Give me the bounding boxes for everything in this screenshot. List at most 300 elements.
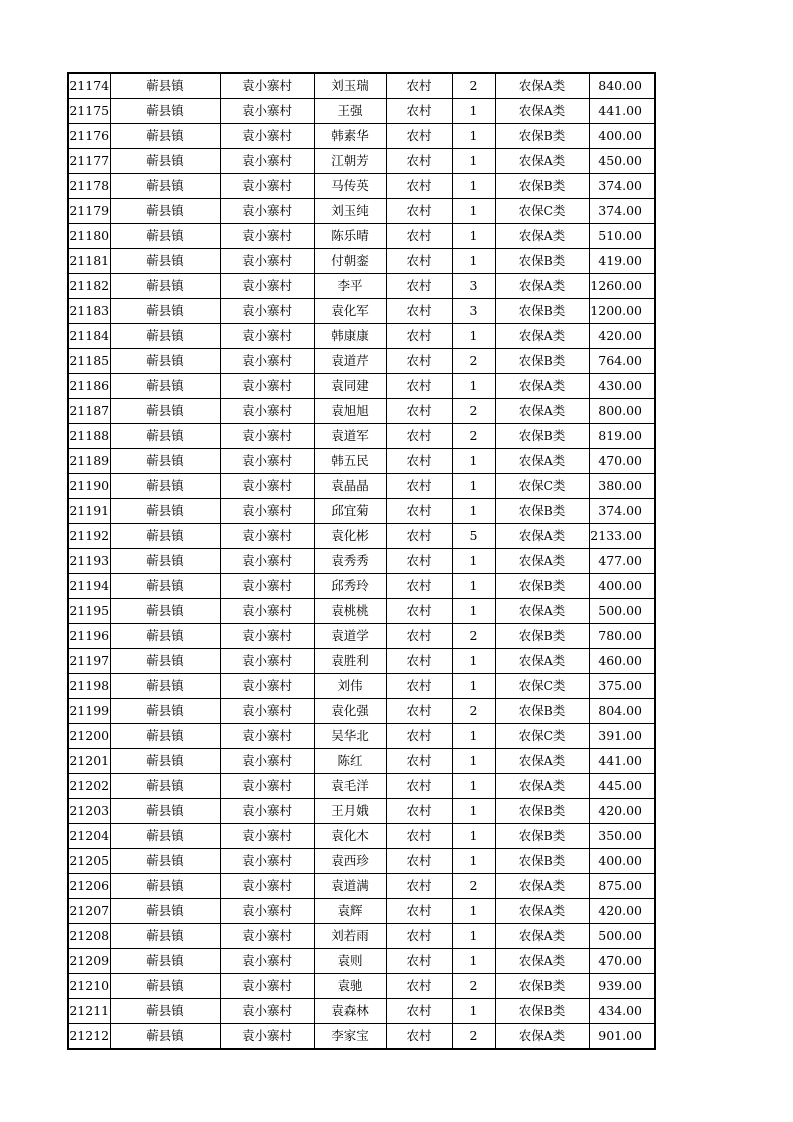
cell-village: 袁小寨村 bbox=[220, 924, 314, 949]
cell-residence-type: 农村 bbox=[386, 774, 452, 799]
cell-village: 袁小寨村 bbox=[220, 574, 314, 599]
cell-village: 袁小寨村 bbox=[220, 499, 314, 524]
cell-town: 蕲县镇 bbox=[110, 374, 220, 399]
cell-residence-type: 农村 bbox=[386, 799, 452, 824]
table-row bbox=[68, 449, 655, 474]
cell-residence-type: 农村 bbox=[386, 349, 452, 374]
cell-household-count: 1 bbox=[452, 124, 495, 149]
cell-household-count: 1 bbox=[452, 549, 495, 574]
cell-person-name: 袁西珍 bbox=[314, 849, 386, 874]
cell-insurance-category: 农保C类 bbox=[495, 724, 589, 749]
cell-village: 袁小寨村 bbox=[220, 449, 314, 474]
cell-amount: 441.00 bbox=[589, 99, 655, 124]
table-row bbox=[68, 374, 655, 399]
cell-household-count: 2 bbox=[452, 1024, 495, 1050]
cell-household-count: 1 bbox=[452, 849, 495, 874]
table-row bbox=[68, 73, 655, 99]
cell-insurance-category: 农保A类 bbox=[495, 399, 589, 424]
table-row bbox=[68, 324, 655, 349]
cell-village: 袁小寨村 bbox=[220, 524, 314, 549]
cell-residence-type: 农村 bbox=[386, 299, 452, 324]
cell-row-number: 21185 bbox=[68, 349, 110, 374]
table-row bbox=[68, 274, 655, 299]
table-row bbox=[68, 524, 655, 549]
cell-insurance-category: 农保A类 bbox=[495, 224, 589, 249]
cell-town: 蕲县镇 bbox=[110, 824, 220, 849]
cell-residence-type: 农村 bbox=[386, 399, 452, 424]
table-row bbox=[68, 749, 655, 774]
cell-household-count: 2 bbox=[452, 399, 495, 424]
cell-row-number: 21200 bbox=[68, 724, 110, 749]
cell-town: 蕲县镇 bbox=[110, 1024, 220, 1050]
cell-row-number: 21177 bbox=[68, 149, 110, 174]
cell-row-number: 21184 bbox=[68, 324, 110, 349]
cell-household-count: 1 bbox=[452, 899, 495, 924]
table-row bbox=[68, 549, 655, 574]
table-row bbox=[68, 299, 655, 324]
table-row bbox=[68, 174, 655, 199]
cell-person-name: 袁化强 bbox=[314, 699, 386, 724]
cell-person-name: 邱秀玲 bbox=[314, 574, 386, 599]
cell-village: 袁小寨村 bbox=[220, 699, 314, 724]
cell-household-count: 2 bbox=[452, 699, 495, 724]
table-row bbox=[68, 249, 655, 274]
cell-household-count: 5 bbox=[452, 524, 495, 549]
cell-row-number: 21194 bbox=[68, 574, 110, 599]
cell-amount: 840.00 bbox=[589, 73, 655, 99]
cell-residence-type: 农村 bbox=[386, 1024, 452, 1050]
cell-household-count: 1 bbox=[452, 749, 495, 774]
table-row bbox=[68, 674, 655, 699]
cell-person-name: 陈红 bbox=[314, 749, 386, 774]
cell-person-name: 袁道满 bbox=[314, 874, 386, 899]
cell-village: 袁小寨村 bbox=[220, 474, 314, 499]
table-row bbox=[68, 899, 655, 924]
cell-row-number: 21179 bbox=[68, 199, 110, 224]
table-row bbox=[68, 699, 655, 724]
cell-insurance-category: 农保A类 bbox=[495, 774, 589, 799]
cell-town: 蕲县镇 bbox=[110, 449, 220, 474]
cell-residence-type: 农村 bbox=[386, 624, 452, 649]
cell-residence-type: 农村 bbox=[386, 574, 452, 599]
cell-insurance-category: 农保B类 bbox=[495, 174, 589, 199]
cell-person-name: 王强 bbox=[314, 99, 386, 124]
cell-row-number: 21182 bbox=[68, 274, 110, 299]
cell-residence-type: 农村 bbox=[386, 999, 452, 1024]
cell-village: 袁小寨村 bbox=[220, 374, 314, 399]
cell-residence-type: 农村 bbox=[386, 824, 452, 849]
cell-village: 袁小寨村 bbox=[220, 299, 314, 324]
cell-village: 袁小寨村 bbox=[220, 624, 314, 649]
cell-residence-type: 农村 bbox=[386, 849, 452, 874]
cell-town: 蕲县镇 bbox=[110, 849, 220, 874]
cell-insurance-category: 农保A类 bbox=[495, 274, 589, 299]
table-row bbox=[68, 574, 655, 599]
cell-residence-type: 农村 bbox=[386, 549, 452, 574]
cell-town: 蕲县镇 bbox=[110, 424, 220, 449]
cell-insurance-category: 农保B类 bbox=[495, 574, 589, 599]
cell-household-count: 1 bbox=[452, 924, 495, 949]
table-row bbox=[68, 724, 655, 749]
cell-residence-type: 农村 bbox=[386, 899, 452, 924]
cell-residence-type: 农村 bbox=[386, 974, 452, 999]
cell-person-name: 袁旭旭 bbox=[314, 399, 386, 424]
cell-amount: 901.00 bbox=[589, 1024, 655, 1050]
table-row bbox=[68, 799, 655, 824]
cell-row-number: 21210 bbox=[68, 974, 110, 999]
cell-household-count: 2 bbox=[452, 73, 495, 99]
cell-village: 袁小寨村 bbox=[220, 349, 314, 374]
cell-town: 蕲县镇 bbox=[110, 899, 220, 924]
cell-residence-type: 农村 bbox=[386, 749, 452, 774]
cell-household-count: 1 bbox=[452, 574, 495, 599]
cell-village: 袁小寨村 bbox=[220, 249, 314, 274]
cell-household-count: 1 bbox=[452, 824, 495, 849]
cell-residence-type: 农村 bbox=[386, 274, 452, 299]
cell-amount: 460.00 bbox=[589, 649, 655, 674]
cell-person-name: 江朝芳 bbox=[314, 149, 386, 174]
cell-household-count: 1 bbox=[452, 499, 495, 524]
table-row bbox=[68, 974, 655, 999]
cell-household-count: 1 bbox=[452, 249, 495, 274]
cell-town: 蕲县镇 bbox=[110, 149, 220, 174]
cell-town: 蕲县镇 bbox=[110, 949, 220, 974]
cell-town: 蕲县镇 bbox=[110, 124, 220, 149]
cell-town: 蕲县镇 bbox=[110, 974, 220, 999]
cell-person-name: 袁秀秀 bbox=[314, 549, 386, 574]
cell-town: 蕲县镇 bbox=[110, 73, 220, 99]
cell-residence-type: 农村 bbox=[386, 724, 452, 749]
cell-row-number: 21212 bbox=[68, 1024, 110, 1050]
cell-household-count: 1 bbox=[452, 674, 495, 699]
cell-insurance-category: 农保B类 bbox=[495, 349, 589, 374]
cell-amount: 400.00 bbox=[589, 849, 655, 874]
cell-residence-type: 农村 bbox=[386, 324, 452, 349]
cell-amount: 374.00 bbox=[589, 199, 655, 224]
cell-household-count: 1 bbox=[452, 449, 495, 474]
cell-amount: 420.00 bbox=[589, 799, 655, 824]
table-row bbox=[68, 624, 655, 649]
cell-person-name: 袁同建 bbox=[314, 374, 386, 399]
table-row bbox=[68, 149, 655, 174]
cell-town: 蕲县镇 bbox=[110, 524, 220, 549]
cell-person-name: 邱宜菊 bbox=[314, 499, 386, 524]
cell-residence-type: 农村 bbox=[386, 924, 452, 949]
cell-town: 蕲县镇 bbox=[110, 474, 220, 499]
cell-village: 袁小寨村 bbox=[220, 724, 314, 749]
cell-amount: 419.00 bbox=[589, 249, 655, 274]
cell-residence-type: 农村 bbox=[386, 474, 452, 499]
cell-amount: 420.00 bbox=[589, 324, 655, 349]
cell-town: 蕲县镇 bbox=[110, 999, 220, 1024]
cell-row-number: 21199 bbox=[68, 699, 110, 724]
cell-amount: 510.00 bbox=[589, 224, 655, 249]
cell-residence-type: 农村 bbox=[386, 124, 452, 149]
cell-row-number: 21201 bbox=[68, 749, 110, 774]
cell-village: 袁小寨村 bbox=[220, 124, 314, 149]
cell-residence-type: 农村 bbox=[386, 874, 452, 899]
cell-person-name: 付朝銮 bbox=[314, 249, 386, 274]
cell-insurance-category: 农保A类 bbox=[495, 1024, 589, 1050]
cell-town: 蕲县镇 bbox=[110, 799, 220, 824]
table-row bbox=[68, 349, 655, 374]
cell-household-count: 1 bbox=[452, 599, 495, 624]
table-row bbox=[68, 824, 655, 849]
cell-residence-type: 农村 bbox=[386, 149, 452, 174]
cell-residence-type: 农村 bbox=[386, 949, 452, 974]
cell-amount: 400.00 bbox=[589, 574, 655, 599]
cell-village: 袁小寨村 bbox=[220, 174, 314, 199]
cell-insurance-category: 农保B类 bbox=[495, 849, 589, 874]
cell-row-number: 21208 bbox=[68, 924, 110, 949]
cell-row-number: 21192 bbox=[68, 524, 110, 549]
cell-town: 蕲县镇 bbox=[110, 174, 220, 199]
cell-residence-type: 农村 bbox=[386, 599, 452, 624]
cell-amount: 375.00 bbox=[589, 674, 655, 699]
table-row bbox=[68, 874, 655, 899]
cell-row-number: 21176 bbox=[68, 124, 110, 149]
cell-village: 袁小寨村 bbox=[220, 399, 314, 424]
cell-village: 袁小寨村 bbox=[220, 199, 314, 224]
cell-row-number: 21207 bbox=[68, 899, 110, 924]
cell-insurance-category: 农保B类 bbox=[495, 499, 589, 524]
cell-amount: 391.00 bbox=[589, 724, 655, 749]
cell-person-name: 袁晶晶 bbox=[314, 474, 386, 499]
cell-village: 袁小寨村 bbox=[220, 274, 314, 299]
cell-household-count: 3 bbox=[452, 274, 495, 299]
cell-village: 袁小寨村 bbox=[220, 849, 314, 874]
cell-town: 蕲县镇 bbox=[110, 724, 220, 749]
cell-amount: 1260.00 bbox=[589, 274, 655, 299]
cell-person-name: 刘伟 bbox=[314, 674, 386, 699]
cell-insurance-category: 农保B类 bbox=[495, 999, 589, 1024]
cell-insurance-category: 农保B类 bbox=[495, 824, 589, 849]
cell-person-name: 李家宝 bbox=[314, 1024, 386, 1050]
table-row bbox=[68, 124, 655, 149]
cell-town: 蕲县镇 bbox=[110, 574, 220, 599]
cell-town: 蕲县镇 bbox=[110, 249, 220, 274]
cell-amount: 764.00 bbox=[589, 349, 655, 374]
cell-insurance-category: 农保A类 bbox=[495, 449, 589, 474]
cell-village: 袁小寨村 bbox=[220, 99, 314, 124]
cell-insurance-category: 农保B类 bbox=[495, 124, 589, 149]
cell-household-count: 1 bbox=[452, 649, 495, 674]
cell-row-number: 21175 bbox=[68, 99, 110, 124]
table-row bbox=[68, 199, 655, 224]
cell-person-name: 袁胜利 bbox=[314, 649, 386, 674]
cell-village: 袁小寨村 bbox=[220, 799, 314, 824]
cell-household-count: 1 bbox=[452, 774, 495, 799]
cell-person-name: 刘玉瑞 bbox=[314, 73, 386, 99]
table-row bbox=[68, 224, 655, 249]
cell-insurance-category: 农保A类 bbox=[495, 649, 589, 674]
cell-household-count: 1 bbox=[452, 199, 495, 224]
cell-insurance-category: 农保A类 bbox=[495, 324, 589, 349]
cell-insurance-category: 农保A类 bbox=[495, 524, 589, 549]
cell-insurance-category: 农保A类 bbox=[495, 749, 589, 774]
cell-row-number: 21209 bbox=[68, 949, 110, 974]
cell-amount: 441.00 bbox=[589, 749, 655, 774]
cell-amount: 2133.00 bbox=[589, 524, 655, 549]
cell-person-name: 吴华北 bbox=[314, 724, 386, 749]
cell-row-number: 21190 bbox=[68, 474, 110, 499]
table-row bbox=[68, 849, 655, 874]
cell-insurance-category: 农保A类 bbox=[495, 949, 589, 974]
cell-row-number: 21180 bbox=[68, 224, 110, 249]
cell-town: 蕲县镇 bbox=[110, 774, 220, 799]
cell-village: 袁小寨村 bbox=[220, 674, 314, 699]
roster-table bbox=[67, 72, 656, 1050]
cell-amount: 470.00 bbox=[589, 949, 655, 974]
cell-row-number: 21204 bbox=[68, 824, 110, 849]
cell-town: 蕲县镇 bbox=[110, 699, 220, 724]
cell-person-name: 袁桃桃 bbox=[314, 599, 386, 624]
cell-household-count: 2 bbox=[452, 874, 495, 899]
cell-insurance-category: 农保B类 bbox=[495, 974, 589, 999]
cell-person-name: 陈乐晴 bbox=[314, 224, 386, 249]
cell-insurance-category: 农保C类 bbox=[495, 199, 589, 224]
cell-row-number: 21211 bbox=[68, 999, 110, 1024]
cell-person-name: 袁则 bbox=[314, 949, 386, 974]
cell-village: 袁小寨村 bbox=[220, 974, 314, 999]
cell-residence-type: 农村 bbox=[386, 524, 452, 549]
cell-amount: 434.00 bbox=[589, 999, 655, 1024]
cell-residence-type: 农村 bbox=[386, 174, 452, 199]
table-row bbox=[68, 774, 655, 799]
cell-amount: 374.00 bbox=[589, 174, 655, 199]
cell-household-count: 1 bbox=[452, 149, 495, 174]
cell-town: 蕲县镇 bbox=[110, 199, 220, 224]
cell-amount: 350.00 bbox=[589, 824, 655, 849]
table-row bbox=[68, 474, 655, 499]
cell-residence-type: 农村 bbox=[386, 674, 452, 699]
cell-amount: 804.00 bbox=[589, 699, 655, 724]
cell-amount: 374.00 bbox=[589, 499, 655, 524]
cell-household-count: 2 bbox=[452, 424, 495, 449]
cell-town: 蕲县镇 bbox=[110, 924, 220, 949]
cell-person-name: 韩素华 bbox=[314, 124, 386, 149]
cell-amount: 470.00 bbox=[589, 449, 655, 474]
cell-household-count: 1 bbox=[452, 324, 495, 349]
cell-amount: 800.00 bbox=[589, 399, 655, 424]
cell-person-name: 袁道军 bbox=[314, 424, 386, 449]
cell-person-name: 韩五民 bbox=[314, 449, 386, 474]
cell-row-number: 21187 bbox=[68, 399, 110, 424]
cell-row-number: 21198 bbox=[68, 674, 110, 699]
cell-insurance-category: 农保A类 bbox=[495, 99, 589, 124]
cell-village: 袁小寨村 bbox=[220, 149, 314, 174]
cell-person-name: 袁道学 bbox=[314, 624, 386, 649]
cell-person-name: 刘玉纯 bbox=[314, 199, 386, 224]
cell-row-number: 21188 bbox=[68, 424, 110, 449]
cell-amount: 939.00 bbox=[589, 974, 655, 999]
cell-insurance-category: 农保A类 bbox=[495, 874, 589, 899]
cell-village: 袁小寨村 bbox=[220, 73, 314, 99]
cell-town: 蕲县镇 bbox=[110, 674, 220, 699]
cell-amount: 500.00 bbox=[589, 924, 655, 949]
cell-amount: 1200.00 bbox=[589, 299, 655, 324]
cell-household-count: 3 bbox=[452, 299, 495, 324]
cell-household-count: 1 bbox=[452, 999, 495, 1024]
table-row bbox=[68, 924, 655, 949]
cell-person-name: 王月娥 bbox=[314, 799, 386, 824]
cell-household-count: 1 bbox=[452, 99, 495, 124]
table-row bbox=[68, 424, 655, 449]
cell-amount: 780.00 bbox=[589, 624, 655, 649]
cell-amount: 430.00 bbox=[589, 374, 655, 399]
cell-village: 袁小寨村 bbox=[220, 324, 314, 349]
cell-person-name: 刘若雨 bbox=[314, 924, 386, 949]
cell-village: 袁小寨村 bbox=[220, 999, 314, 1024]
cell-town: 蕲县镇 bbox=[110, 874, 220, 899]
cell-village: 袁小寨村 bbox=[220, 649, 314, 674]
cell-row-number: 21193 bbox=[68, 549, 110, 574]
cell-household-count: 1 bbox=[452, 949, 495, 974]
cell-amount: 450.00 bbox=[589, 149, 655, 174]
cell-row-number: 21203 bbox=[68, 799, 110, 824]
cell-village: 袁小寨村 bbox=[220, 424, 314, 449]
table-row bbox=[68, 1024, 655, 1050]
table-row bbox=[68, 399, 655, 424]
table-row bbox=[68, 649, 655, 674]
cell-insurance-category: 农保B类 bbox=[495, 424, 589, 449]
cell-town: 蕲县镇 bbox=[110, 299, 220, 324]
cell-row-number: 21197 bbox=[68, 649, 110, 674]
cell-town: 蕲县镇 bbox=[110, 99, 220, 124]
cell-residence-type: 农村 bbox=[386, 499, 452, 524]
cell-row-number: 21178 bbox=[68, 174, 110, 199]
cell-household-count: 2 bbox=[452, 974, 495, 999]
cell-village: 袁小寨村 bbox=[220, 224, 314, 249]
cell-person-name: 袁驰 bbox=[314, 974, 386, 999]
cell-row-number: 21189 bbox=[68, 449, 110, 474]
cell-town: 蕲县镇 bbox=[110, 224, 220, 249]
table-row bbox=[68, 999, 655, 1024]
cell-town: 蕲县镇 bbox=[110, 499, 220, 524]
cell-amount: 875.00 bbox=[589, 874, 655, 899]
cell-row-number: 21206 bbox=[68, 874, 110, 899]
cell-town: 蕲县镇 bbox=[110, 599, 220, 624]
cell-row-number: 21202 bbox=[68, 774, 110, 799]
table-row bbox=[68, 949, 655, 974]
cell-insurance-category: 农保B类 bbox=[495, 799, 589, 824]
cell-row-number: 21186 bbox=[68, 374, 110, 399]
cell-town: 蕲县镇 bbox=[110, 749, 220, 774]
cell-residence-type: 农村 bbox=[386, 649, 452, 674]
table-row bbox=[68, 599, 655, 624]
cell-town: 蕲县镇 bbox=[110, 624, 220, 649]
cell-row-number: 21174 bbox=[68, 73, 110, 99]
cell-person-name: 袁化彬 bbox=[314, 524, 386, 549]
cell-insurance-category: 农保A类 bbox=[495, 549, 589, 574]
cell-village: 袁小寨村 bbox=[220, 874, 314, 899]
cell-residence-type: 农村 bbox=[386, 224, 452, 249]
cell-village: 袁小寨村 bbox=[220, 1024, 314, 1050]
roster-body bbox=[68, 73, 655, 1049]
cell-town: 蕲县镇 bbox=[110, 324, 220, 349]
cell-person-name: 袁化木 bbox=[314, 824, 386, 849]
cell-residence-type: 农村 bbox=[386, 374, 452, 399]
cell-amount: 400.00 bbox=[589, 124, 655, 149]
cell-town: 蕲县镇 bbox=[110, 399, 220, 424]
cell-person-name: 李平 bbox=[314, 274, 386, 299]
cell-residence-type: 农村 bbox=[386, 199, 452, 224]
cell-insurance-category: 农保A类 bbox=[495, 899, 589, 924]
table-row bbox=[68, 99, 655, 124]
cell-insurance-category: 农保B类 bbox=[495, 624, 589, 649]
cell-row-number: 21205 bbox=[68, 849, 110, 874]
cell-amount: 477.00 bbox=[589, 549, 655, 574]
